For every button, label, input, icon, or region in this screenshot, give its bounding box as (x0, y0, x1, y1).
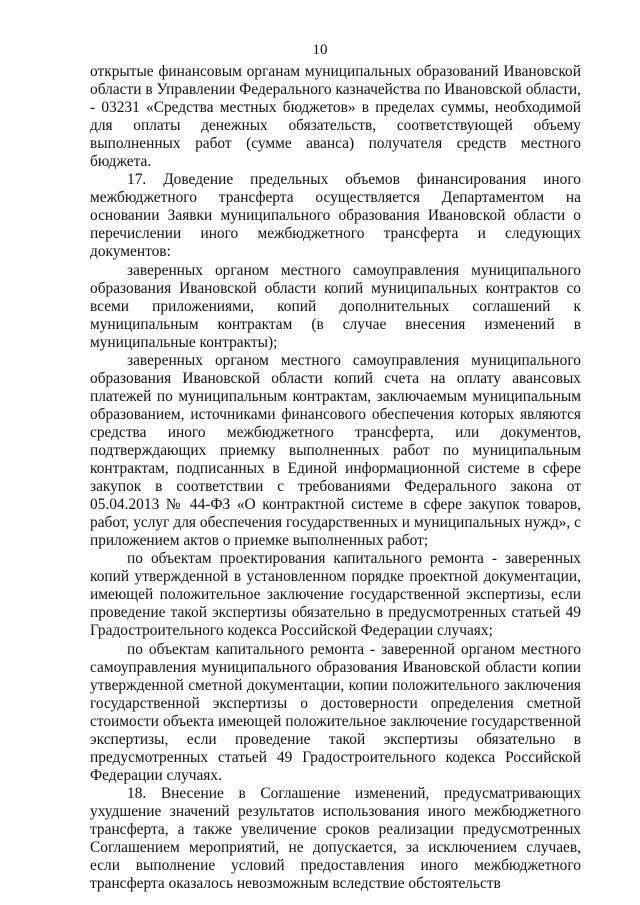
paragraph: по объектам проектирования капитального ремонта - заверенных копий утвержденной в установленном порядке проектной документации, имеющей положительное заключение государственной экспертизы, если проведение такой экспертизы обязательно в предусмотренных статьей 49 Градостроительного кодекса Российской Федерации случаях; (90, 550, 581, 640)
paragraph: открытые финансовым органам муниципальных образований Ивановской области в Управлении Федерального казначейства по Ивановской области, - 03231 «Средства местных бюджетов» в пределах суммы, необходимой для оплаты денежных обязательств, соответствующей объему выполненных работ (сумме аванса) получателя средств местного бюджета. (90, 63, 581, 171)
paragraph: заверенных органом местного самоуправления муниципального образования Ивановской области копий муниципальных контрактов со всеми приложениями, копий дополнительных соглашений к муниципальным контрактам (в случае внесения изменений в муниципальные контракты); (90, 261, 581, 351)
paragraph: заверенных органом местного самоуправления муниципального образования Ивановской области копий счета на оплату авансовых платежей по муниципальным контрактам, заключаемым муниципальным образованием, источниками финансового обеспечения которых являются средства иного межбюджетного трансферта, или документов, подтверждающих приемку выполненных работ по муниципальным контрактам, подписанных в Единой информационной системе в сфере закупок в соответствии с требованиями Федерального закона от 05.04.2013 № 44-ФЗ «О контрактной системе в сфере закупок товаров, работ, услуг для обеспечения государственных и муниципальных нужд», с приложением актов о приемке выполненных работ; (90, 351, 581, 550)
page-number: 10 (312, 42, 328, 58)
body-text (90, 63, 581, 893)
paragraph: 17. Доведение предельных объемов финансирования иного межбюджетного трансферта осуществляется Департаментом на основании Заявки муниципального образования Ивановской области о перечислении иного межбюджетного трансферта и следующих документов: (90, 171, 581, 261)
paragraph: 18. Внесение в Соглашение изменений, предусматривающих ухудшение значений результатов использования иного межбюджетного трансферта, а также увеличение сроков реализации предусмотренных Соглашением мероприятий, не допускается, за исключением случаев, если выполнение условий предоставления иного межбюджетного трансферта оказалось невозможным вследствие обстоятельств (90, 784, 581, 893)
paragraph: по объектам капитального ремонта - заверенной органом местного самоуправления муниципального образования Ивановской области копии утвержденной сметной документации, копии положительного заключения государственной экспертизы о достоверности определения сметной стоимости объекта имеющей положительное заключение государственной экспертизы, если проведение такой экспертизы обязательно в предусмотренных статьей 49 Градостроительного кодекса Российской Федерации случаях. (90, 640, 581, 784)
